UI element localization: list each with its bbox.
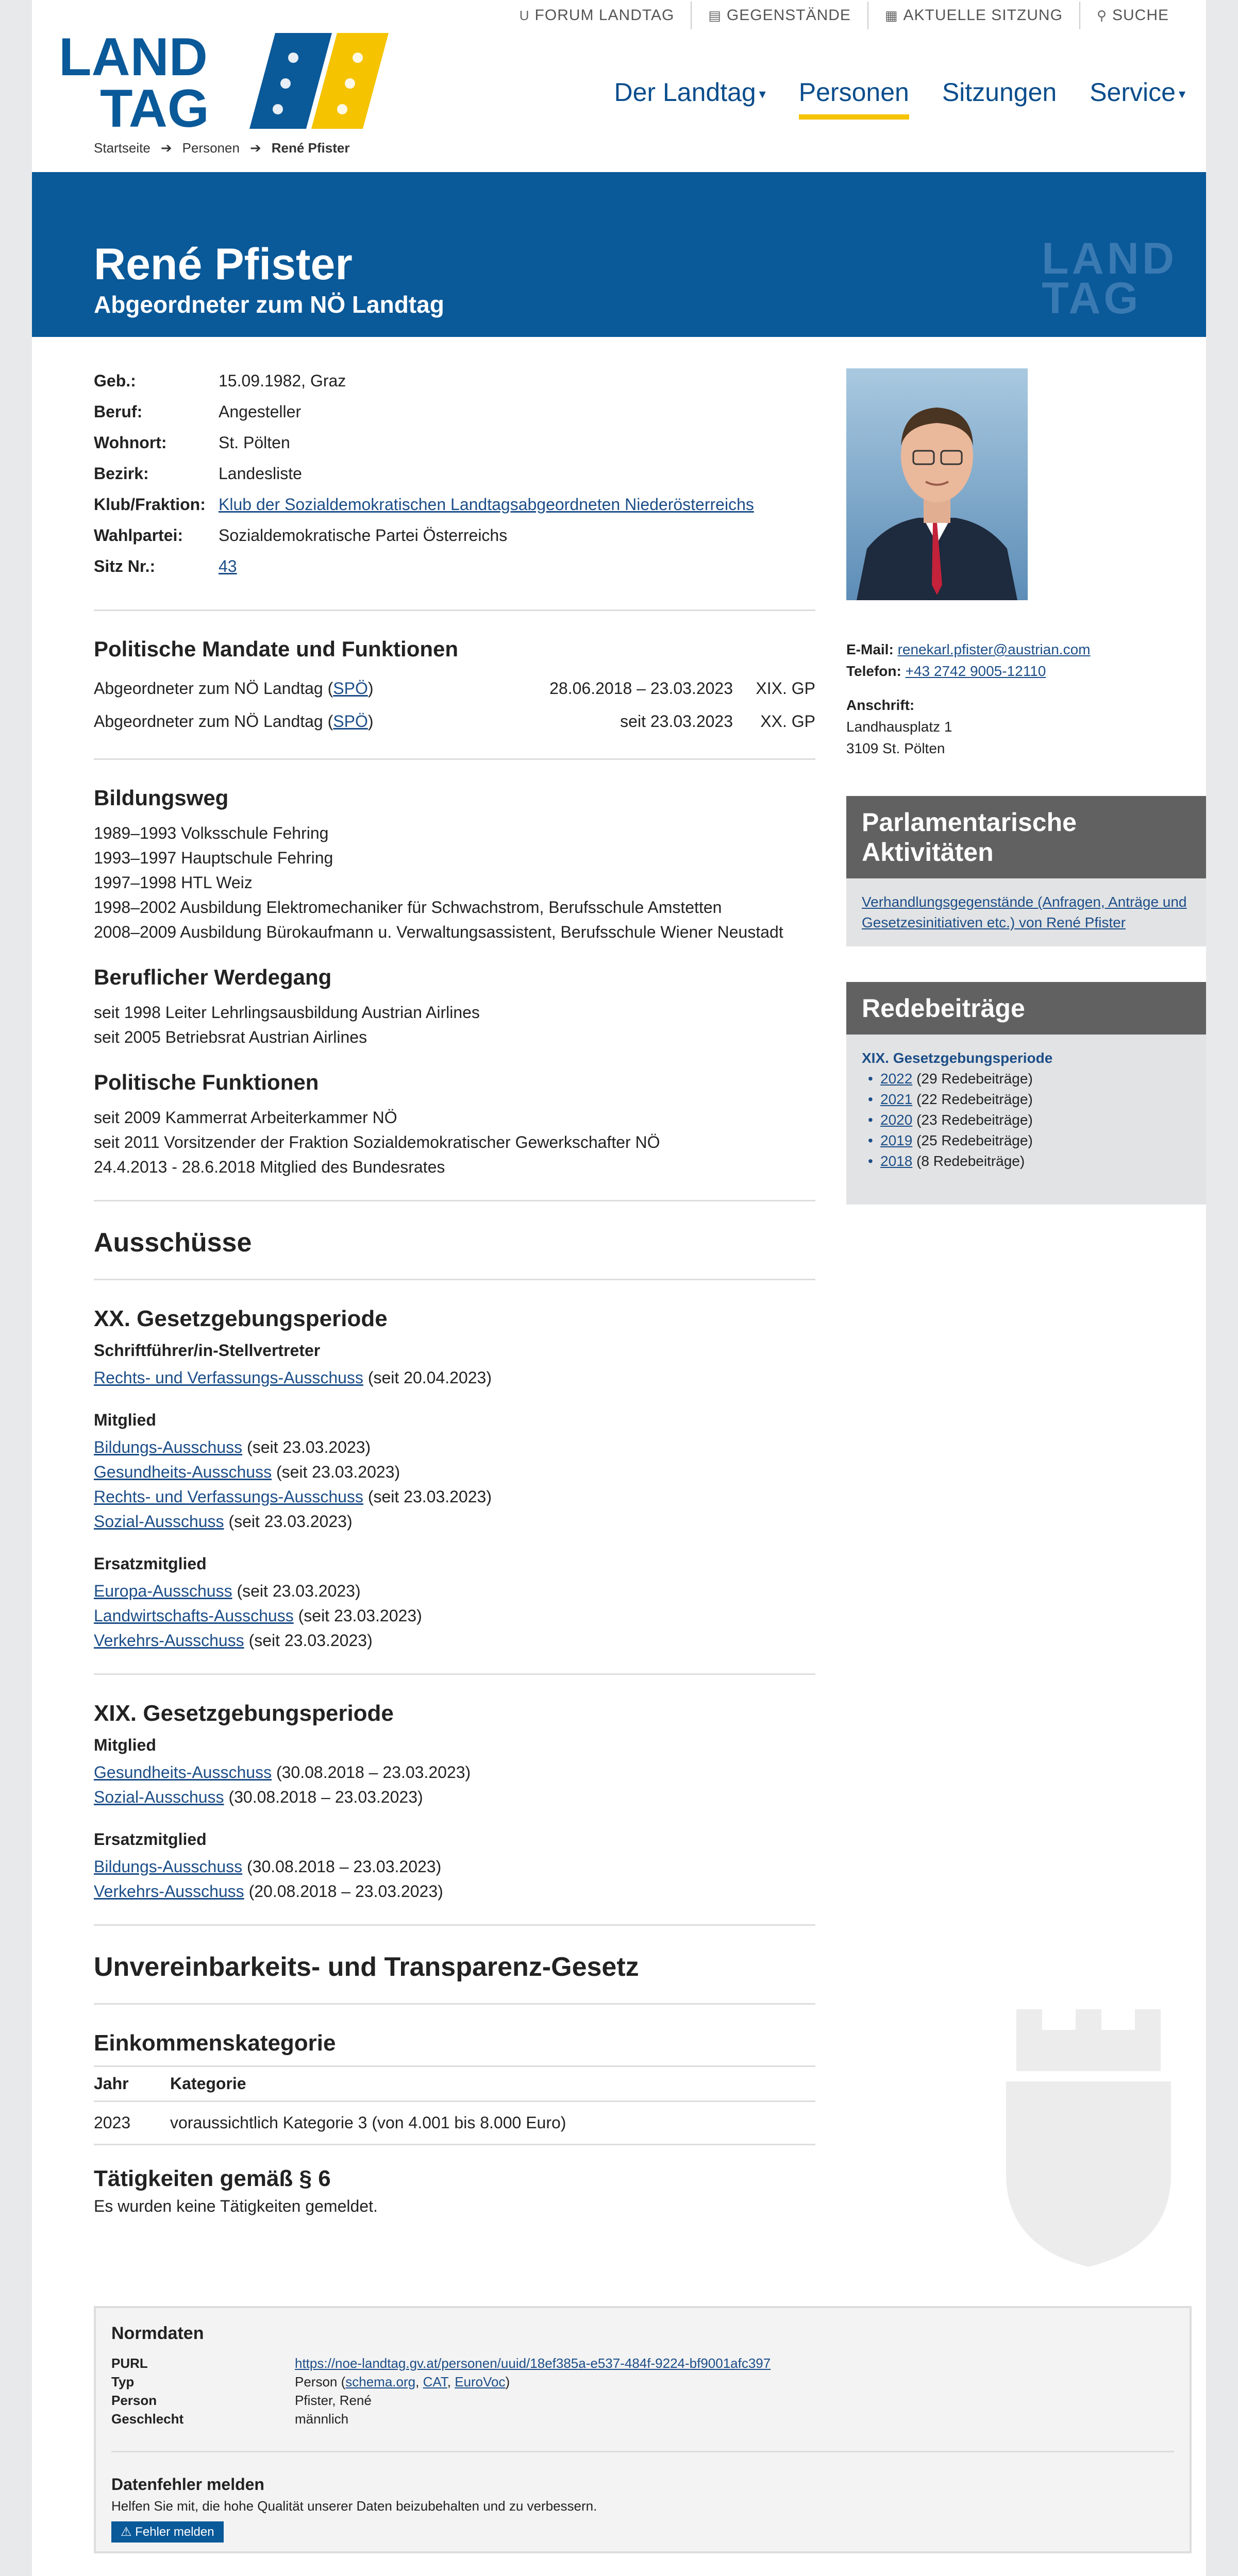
- list-item: • 2021 (22 Redebeiträge): [862, 1089, 1191, 1110]
- committee-link[interactable]: Bildungs-Ausschuss: [94, 1438, 243, 1456]
- politische-funktionen-list: seit 2009 Kammerrat Arbeiterkammer NÖ seit 2011 Vorsitzender der Fraktion Sozialdemokratischer Gewerkschafter NÖ 24.4.2013 - 28.6.2018 Mitglied des Bundesrates: [94, 1108, 660, 1176]
- nav-personen[interactable]: Personen: [799, 77, 909, 120]
- arrow-right-icon: ➔: [249, 140, 261, 156]
- committee-link[interactable]: Sozial-Ausschuss: [94, 1788, 224, 1806]
- wohnort-value: St. Pölten: [219, 433, 290, 452]
- bezirk-value: Landesliste: [219, 464, 302, 483]
- divider: [94, 758, 815, 760]
- list-item: • 2018 (8 Redebeiträge): [862, 1151, 1191, 1172]
- xx-gp-heading: XX. Gesetzgebungsperiode: [94, 1306, 388, 1331]
- ausschuesse-heading: Ausschüsse: [94, 1228, 252, 1258]
- mandate-row: Abgeordneter zum NÖ Landtag (SPÖ) seit 23.03.2023 XX. GP: [94, 712, 815, 731]
- xix-gp-heading: XIX. Gesetzgebungsperiode: [94, 1701, 394, 1726]
- divider: [94, 1924, 815, 1926]
- breadcrumb: [94, 140, 349, 156]
- phone-link[interactable]: +43 2742 9005-12110: [905, 663, 1046, 679]
- werdegang-list: seit 1998 Leiter Lehrlingsausbildung Austrian Airlines seit 2005 Betriebsrat Austrian Airlines: [94, 1003, 480, 1046]
- main-content: Geb.: 15.09.1982, Graz Beruf: Angesteller Wohnort: St. Pölten Bezirk: Landesliste Klub/Fraktion: Klub der Sozialdemokratischen Landtagsabgeordneten Niederösterreichs Wahlpartei: Sozialdemokratische Partei Österreichs Sitz Nr.: 43 Politische Mandate und Funktionen Abgeordneter zum NÖ Landtag (SPÖ) 28.06.2018 – 23.03.2023 XIX. GP Abgeordneter zum NÖ Landtag (SPÖ) seit 23.03.2023 XX. GP Bildungsweg 1989–1993 Volksschule Fehring 1993–1997 Hauptschule Fehring 1997–1998 HTL Weiz 1998–2002 Ausbildung Elektromechaniker für Schwachstrom, Berufsschule Amstetten 2008–2009 Ausbildung Bürokaufmann u. Verwaltungsassistent, Berufsschule Wiener Neustadt Beruflicher Werdegang seit 1998 Leiter Lehrlingsausbildung Austrian Airlines seit 2005 Betriebsrat Austrian Airlines Politische Funktionen seit 2009 Kammerrat Arbeiterkammer NÖ seit 2011 Vorsitzender der Fraktion Sozialdemokratischer Gewerkschafter NÖ 24.4.2013 - 28.6.2018 Mitglied des Bundesrates Ausschüsse XX. Gesetzgebungsperiode Schriftführer/in-Stellvertreter Rechts- und Verfassungs-Ausschuss (seit 20.04.2023) Mitglied Bildungs-Ausschuss (seit 23.03.2023) Gesundheits-Ausschuss (seit 23.03.2023) Rechts- und Verfassungs-Ausschuss (seit 23.03.2023) Sozial-Ausschuss (seit 23.03.2023) Ersatzmitglied Europa-Ausschuss (seit 23.03.2023) Landwirtschafts-Ausschuss (seit 23.03.2023) Verkehrs-Ausschuss (seit 23.03.2023) XIX. Gesetzgebungsperiode Mitglied Gesundheits-Ausschuss (30.08.2018 – 23.03.2023) Sozial-Ausschuss (30.08.2018 – 23.03.2023) Ersatzmitglied Bildungs-Ausschuss (30.08.2018 – 23.03.2023) Verkehrs-Ausschuss (20.08.2018 – 23.03.2023) Unvereinbarkeits- und Transparenz-Gesetz Einkommenskategorie Jahr Kategorie 2023 voraussichtlich Kategorie 3 (von 4.001 bis 8.000 Euro) Tätigkeiten gemäß § 6 Es wurden keine Tätigkeiten gemeldet.: [94, 368, 815, 2216]
- forum-landtag-link[interactable]: U FORUM LANDTAG: [519, 7, 675, 24]
- divider: [94, 1200, 815, 1201]
- email-link[interactable]: renekarl.pfister@austrian.com: [897, 641, 1091, 657]
- breadcrumb-home[interactable]: Startseite: [94, 140, 150, 156]
- personal-info: Geb.: 15.09.1982, Graz Beruf: Angesteller Wohnort: St. Pölten Bezirk: Landesliste Klub/Fraktion: Klub der Sozialdemokratischen Landtagsabgeordneten Niederösterreichs Wahlpartei: Sozialdemokratische Partei Österreichs Sitz Nr.: 43: [94, 368, 815, 579]
- rede-year-link[interactable]: 2019: [880, 1132, 913, 1148]
- transparenz-heading: Unvereinbarkeits- und Transparenz-Gesetz: [94, 1952, 639, 1982]
- list-item: • 2020 (23 Redebeiträge): [862, 1110, 1191, 1130]
- sitz-link[interactable]: 43: [219, 557, 237, 575]
- magnet-icon: U: [519, 7, 530, 23]
- landtag-logo[interactable]: [59, 32, 389, 130]
- committee-link[interactable]: Bildungs-Ausschuss: [94, 1857, 243, 1876]
- klub-link[interactable]: Klub der Sozialdemokratischen Landtagsabgeordneten Niederösterreichs: [219, 495, 754, 514]
- mandates-heading: Politische Mandate und Funktionen: [94, 637, 459, 661]
- rede-heading: Redebeiträge: [846, 982, 1206, 1035]
- mandate-row: Abgeordneter zum NÖ Landtag (SPÖ) 28.06.2018 – 23.03.2023 XIX. GP: [94, 679, 815, 698]
- divider: [94, 1279, 815, 1280]
- normdaten-heading: Normdaten: [111, 2324, 204, 2343]
- beruf-value: Angesteller: [219, 402, 302, 421]
- committee-link[interactable]: Landwirtschafts-Ausschuss: [94, 1606, 294, 1625]
- normdaten-box: Normdaten PURL https://noe-landtag.gv.at/personen/uuid/18ef385a-e537-484f-9224-bf9001afc397 Typ Person (schema.org, CAT, EuroVoc) Person Pfister, René Geschlecht männlich Datenfehler melden Helfen Sie mit, die hohe Qualität unserer Daten beizubehalten und zu verbessern. ⚠ Fehler melden: [94, 2306, 1192, 2553]
- chevron-down-icon: ▾: [1178, 86, 1185, 102]
- aktuelle-sitzung-link[interactable]: ▦ AKTUELLE SITZUNG: [867, 2, 1079, 29]
- page-hero: [32, 172, 1206, 337]
- committee-link[interactable]: Rechts- und Verfassungs-Ausschuss: [94, 1368, 363, 1387]
- page-title: René Pfister: [94, 240, 353, 289]
- logo-text-tag: TAG: [100, 79, 209, 130]
- politische-funktionen-heading: Politische Funktionen: [94, 1070, 319, 1094]
- breadcrumb-current: René Pfister: [271, 140, 350, 156]
- committee-link[interactable]: Sozial-Ausschuss: [94, 1512, 224, 1531]
- utility-nav: [503, 0, 1185, 31]
- breadcrumb-personen[interactable]: Personen: [182, 140, 240, 156]
- rede-year-link[interactable]: 2021: [880, 1091, 913, 1107]
- list-item: • 2022 (29 Redebeiträge): [862, 1069, 1191, 1089]
- portrait-photo: [846, 368, 1028, 600]
- bildungsweg-list: 1989–1993 Volksschule Fehring 1993–1997 Hauptschule Fehring 1997–1998 HTL Weiz 1998–2002 Ausbildung Elektromechaniker für Schwachstrom, Berufsschule Amstetten 2008–2009 Ausbildung Bürokaufmann u. Verwaltungsassistent, Berufsschule Wiener Neustadt: [94, 824, 783, 941]
- parl-heading: Parlamentarische Aktivitäten: [846, 796, 1206, 878]
- nav-sitzungen[interactable]: Sitzungen: [942, 78, 1057, 107]
- document-icon: ▤: [708, 7, 722, 23]
- datenfehler-heading: Datenfehler melden: [111, 2475, 264, 2494]
- list-item: • 2019 (25 Redebeiträge): [862, 1130, 1191, 1151]
- schema-org-link[interactable]: schema.org: [345, 2374, 416, 2389]
- committee-link[interactable]: Gesundheits-Ausschuss: [94, 1763, 272, 1782]
- rede-list: [862, 1069, 1191, 1172]
- fehler-melden-button[interactable]: ⚠ Fehler melden: [111, 2521, 224, 2543]
- bildungsweg-heading: Bildungsweg: [94, 786, 229, 810]
- arrow-right-icon: ➔: [160, 140, 172, 156]
- eurovoc-link[interactable]: EuroVoc: [455, 2374, 506, 2389]
- einkommen-table: Jahr Kategorie 2023 voraussichtlich Kategorie 3 (von 4.001 bis 8.000 Euro): [94, 2065, 815, 2145]
- divider: [94, 2003, 815, 2005]
- nav-service[interactable]: Service ▾: [1090, 78, 1185, 107]
- cat-link[interactable]: CAT: [423, 2374, 447, 2389]
- table-row: 2023 voraussichtlich Kategorie 3 (von 4.001 bis 8.000 Euro): [94, 2102, 815, 2145]
- verhandlungsgegenstaende-link[interactable]: Verhandlungsgegenstände (Anfragen, Anträge und Gesetzesinitiativen etc.) von René Pfister: [862, 894, 1187, 930]
- taetigkeiten-text: Es wurden keine Tätigkeiten gemeldet.: [94, 2197, 378, 2215]
- committee-link[interactable]: Verkehrs-Ausschuss: [94, 1882, 244, 1901]
- divider: [94, 609, 815, 611]
- committee-link[interactable]: Europa-Ausschuss: [94, 1582, 232, 1600]
- rede-year-link[interactable]: 2022: [880, 1071, 913, 1087]
- redebeitraege-box: Redebeiträge XIX. Gesetzgebungsperiode • 2022 (29 Redebeiträge) • 2021 (22 Redebeiträge) • 2020 (23 Redebeiträge) • 2019 (25 Redebeiträge) • 2018 (8 Redebeiträge): [846, 982, 1206, 1205]
- page: [32, 0, 1206, 2576]
- committee-link[interactable]: Rechts- und Verfassungs-Ausschuss: [94, 1487, 363, 1506]
- calendar-icon: ▦: [884, 7, 898, 23]
- main-nav: [581, 77, 1186, 120]
- birth-value: 15.09.1982, Graz: [219, 371, 346, 390]
- divider: [94, 1673, 815, 1675]
- taetigkeiten-heading: Tätigkeiten gemäß § 6: [94, 2166, 331, 2191]
- purl-link[interactable]: https://noe-landtag.gv.at/personen/uuid/18ef385a-e537-484f-9224-bf9001afc397: [295, 2355, 771, 2371]
- werdegang-heading: Beruflicher Werdegang: [94, 965, 332, 989]
- parlamentarische-aktivitaeten-box: [846, 796, 1206, 946]
- rede-year-link[interactable]: 2020: [880, 1112, 913, 1128]
- rede-year-link[interactable]: 2018: [880, 1153, 913, 1169]
- nav-der-landtag[interactable]: Der Landtag ▾: [614, 78, 766, 107]
- page-subtitle: Abgeordneter zum NÖ Landtag: [94, 291, 444, 318]
- search-icon: ⚲: [1096, 7, 1107, 23]
- committee-link[interactable]: Gesundheits-Ausschuss: [94, 1463, 272, 1481]
- committee-link[interactable]: Verkehrs-Ausschuss: [94, 1631, 244, 1650]
- chevron-down-icon: ▾: [759, 86, 766, 102]
- wahlpartei-value: Sozialdemokratische Partei Österreichs: [219, 526, 508, 545]
- logo-text-land: LAND: [59, 32, 208, 87]
- gegenstaende-link[interactable]: ▤ GEGENSTÄNDE: [691, 2, 867, 29]
- spoe-link[interactable]: SPÖ: [333, 712, 368, 731]
- spoe-link[interactable]: SPÖ: [333, 679, 368, 698]
- search-link[interactable]: ⚲ SUCHE: [1079, 2, 1185, 29]
- contact-info: E-Mail: renekarl.pfister@austrian.com Telefon: +43 2742 9005-12110 Anschrift: Landhausplatz 1 3109 St. Pölten: [846, 641, 1091, 756]
- landtag-watermark-logo: LAND TAG: [1042, 234, 1177, 324]
- coat-of-arms-watermark: [985, 2009, 1192, 2267]
- einkommen-heading: Einkommenskategorie: [94, 2030, 336, 2056]
